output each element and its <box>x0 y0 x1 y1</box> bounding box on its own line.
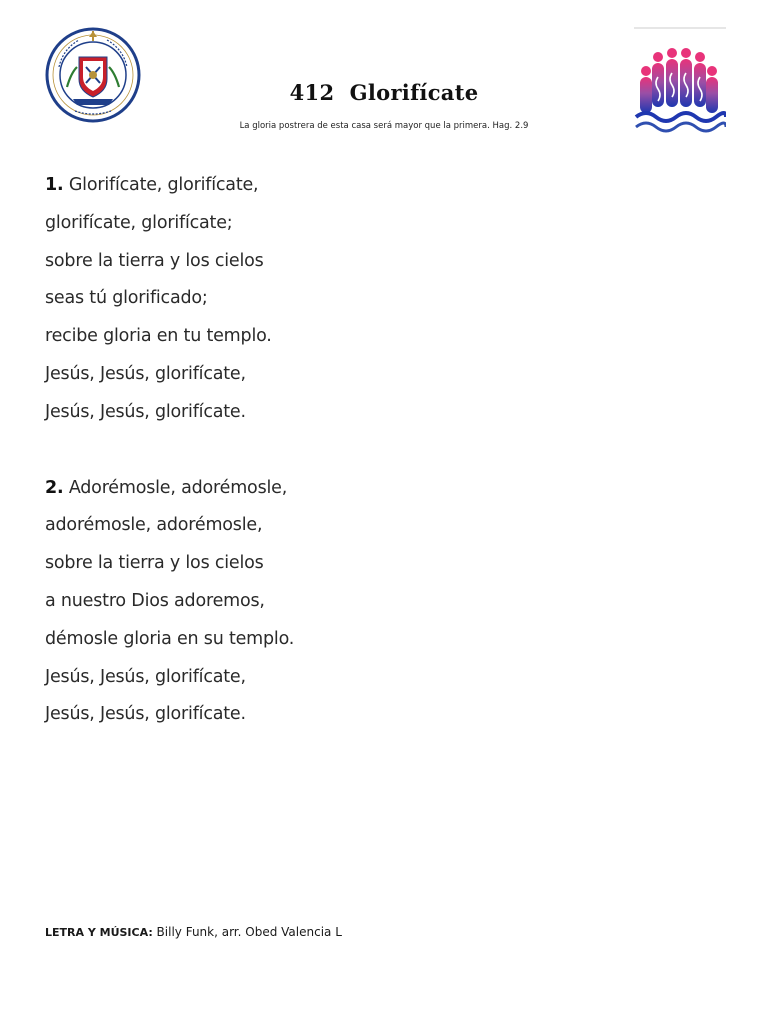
stanza-2-first-line: Adorémosle, adorémosle, <box>68 477 288 498</box>
stanza-1-line-2: glorifícate, glorifícate; <box>45 212 233 233</box>
stanza-1-line-6: Jesús, Jesús, glorifícate, <box>45 363 246 384</box>
stanza-1-line-5: recibe gloria en tu templo. <box>45 326 272 347</box>
church-seal-icon <box>45 27 141 123</box>
stanza-2 <box>45 473 645 738</box>
church-seal-logo <box>45 27 141 123</box>
credits-label: LETRA Y MÚSICA: <box>45 926 153 939</box>
stanza-divider <box>45 435 645 473</box>
lyrics <box>45 170 645 737</box>
stanza-2-line-6: Jesús, Jesús, glorifícate, <box>45 666 246 687</box>
stanza-1-line-3: sobre la tierra y los cielos <box>45 250 264 271</box>
stanza-1-line-4: seas tú glorificado; <box>45 288 208 309</box>
credits-value: Billy Funk, arr. Obed Valencia L <box>156 925 342 939</box>
stanza-2-line-5: démosle gloria en su templo. <box>45 628 295 649</box>
credits <box>45 925 342 939</box>
stanza-1-first-line: Glorifícate, glorifícate, <box>68 175 259 195</box>
stanza-1-number: 1. <box>45 175 64 195</box>
stanza-2-line-1 <box>45 473 645 511</box>
stanza-1-line-1 <box>45 170 645 208</box>
stanza-2-line-4: a nuestro Dios adoremos, <box>45 590 265 611</box>
stanza-2-line-2: adorémosle, adorémosle, <box>45 515 263 536</box>
stanza-2-line-3: sobre la tierra y los cielos <box>45 553 264 574</box>
stanza-1-line-7: Jesús, Jesús, glorifícate. <box>45 401 246 422</box>
choir-music-icon <box>634 27 726 135</box>
epigraph: La gloria postrera de esta casa será mayor que la primera. Hag. 2.9 <box>239 121 529 131</box>
stanza-1 <box>45 170 645 435</box>
choir-logo <box>634 27 726 135</box>
hymn-name: Glorifícate <box>349 80 479 105</box>
stanza-2-line-7: Jesús, Jesús, glorifícate. <box>45 704 246 725</box>
hymn-number: 412 <box>289 80 335 105</box>
stanza-2-number: 2. <box>45 477 64 498</box>
